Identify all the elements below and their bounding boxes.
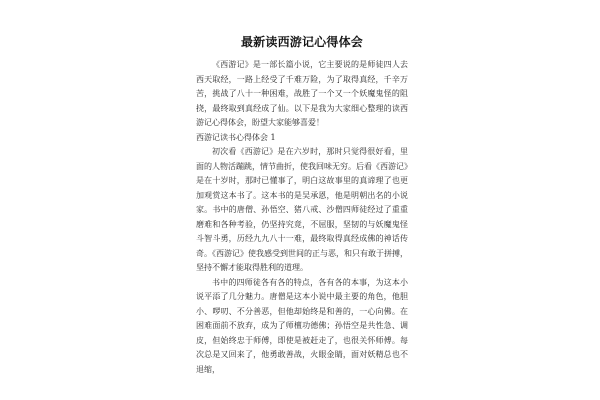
body-paragraph-1: 初次看《西游记》是在六岁时，那时只觉得很好看，里面的人物活蹦跳，情节曲折，使我回味无穷。后看《西游记》是在十岁时，那时已懂事了，明白这故事里的真谛理了也更加观赏这本书了。这本书的是吴承恩，他是明朝出名的小说家。书中的唐僧、孙悟空、猪八戒、沙僧四师徒经过了重重磨难和各种考验，仍坚持究竟，不屈服，坚韧的与妖魔鬼怪斗智斗勇，历经九九八十一难，最终取得真经成佛的神话传奇。《西游记》使我感受到世间的正与恶，和只有敢于拼搏，坚持不懈才能取得胜利的道理。	[196, 147, 408, 272]
intro-paragraph: 《西游记》是一部长篇小说，它主要说的是师徒四人去西天取经，一路上经受了千难万险，为了取得真经，千辛万苦，挑战了八十一种困难，战胜了一个又一个妖魔鬼怪的阻挠，最终取到真经成了仙。以下是我为大家细心整理的读西游记心得体会，盼望大家能够喜爱！	[196, 60, 408, 127]
section-heading: 西游记读书心得体会 1	[196, 132, 276, 142]
body-paragraph-2: 书中的四师徒各有各的特点，各有各的本事，为这本小说平添了几分魅力。唐僧是这本小说中最主要的角色，他胆小、啰叨、不分善恶，但他却始终是和善的，一心向佛。在困难面前不放弃，成为了师檀功德佛；孙悟空是共性急、调皮，但始终忠于师傅，即使是被赶走了，也很关怀师傅。每次总是又回来了，他勇敢善战，火眼金睛，面对妖精总也不退缩，	[196, 277, 408, 374]
document-content	[196, 34, 408, 377]
page-title: 最新读西游记心得体会	[240, 35, 363, 49]
